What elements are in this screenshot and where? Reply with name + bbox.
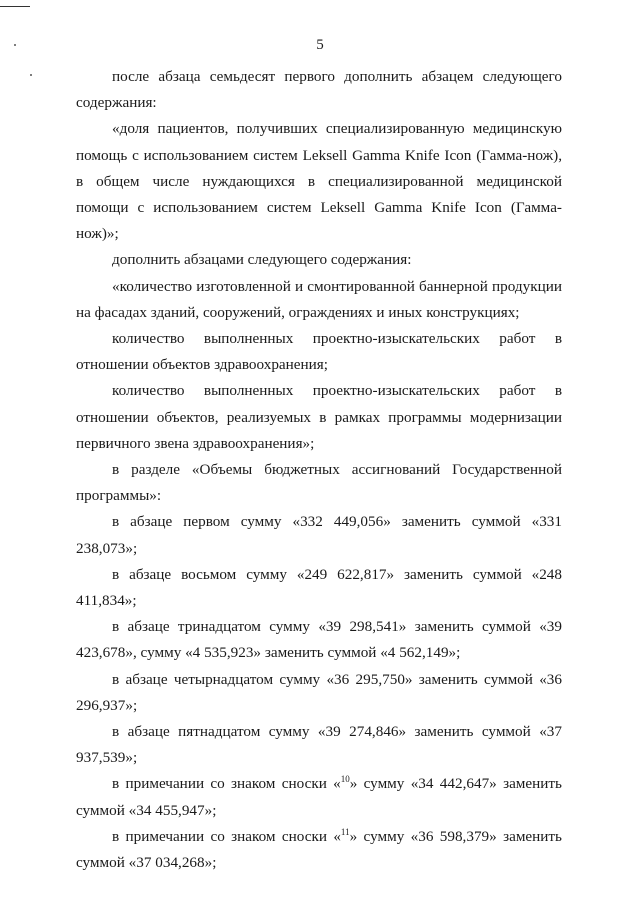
- paragraph-12: в абзаце пятнадцатом сумму «39 274,846» заменить суммой «37 937,539»;: [76, 723, 562, 767]
- paragraph-8: в абзаце первом сумму «332 449,056» заменить суммой «331 238,073»;: [76, 513, 562, 557]
- footnote-10-before: в примечании со знаком сноски «: [112, 775, 341, 793]
- paragraph-2: «доля пациентов, получивших специализированную медицинскую помощь с использованием систем Leksell Gamma Knife Icon (Гамма-нож), в общем числе нуждающихся в специализированной медицинской помощи с использованием систем Leksell Gamma Knife Icon (Гамма-нож)»;: [76, 120, 562, 243]
- paragraph-4: «количество изготовленной и смонтированной баннерной продукции на фасадах зданий, сооружений, ограждениях и иных конструкциях;: [76, 277, 562, 321]
- paragraph-10: в абзаце тринадцатом сумму «39 298,541» заменить суммой «39 423,678», сумму «4 535,923» заменить суммой «4 562,149»;: [76, 618, 562, 662]
- footnote-paragraph-10: [76, 771, 562, 823]
- paragraph-5: количество выполненных проектно-изыскательских работ в отношении объектов здравоохранения;: [76, 330, 562, 374]
- footnote-11-after: » сумму «36 598,379» заменить суммой «37 034,268»;: [76, 827, 562, 872]
- paragraph-9: в абзаце восьмом сумму «249 622,817» заменить суммой «248 411,834»;: [76, 565, 562, 610]
- footnote-10-mark: 10: [340, 774, 350, 785]
- scan-edge-mark: [0, 6, 30, 7]
- paragraph-6: количество выполненных проектно-изыскательских работ в отношении объектов, реализуемых в рамках программы модернизации первичного звена здравоохранения»;: [76, 382, 562, 452]
- paragraph-3: дополнить абзацами следующего содержания:: [112, 251, 412, 269]
- page-number: 5: [316, 37, 324, 53]
- footnote-11-before: в примечании со знаком сноски «: [112, 827, 341, 845]
- paragraph-7: в разделе «Объемы бюджетных ассигнований Государственной программы»:: [76, 461, 562, 505]
- document-body: [76, 64, 562, 876]
- footnote-10-after: » сумму «34 442,647» заменить суммой «34 455,947»;: [76, 775, 562, 819]
- footnote-11-mark: 11: [340, 826, 350, 837]
- scan-speck: [30, 74, 32, 76]
- paragraph-1: после абзаца семьдесят первого дополнить абзацем следующего содержания:: [76, 68, 562, 112]
- paragraph-11: в абзаце четырнадцатом сумму «36 295,750» заменить суммой «36 296,937»;: [76, 670, 562, 714]
- footnote-paragraph-11: [76, 824, 562, 876]
